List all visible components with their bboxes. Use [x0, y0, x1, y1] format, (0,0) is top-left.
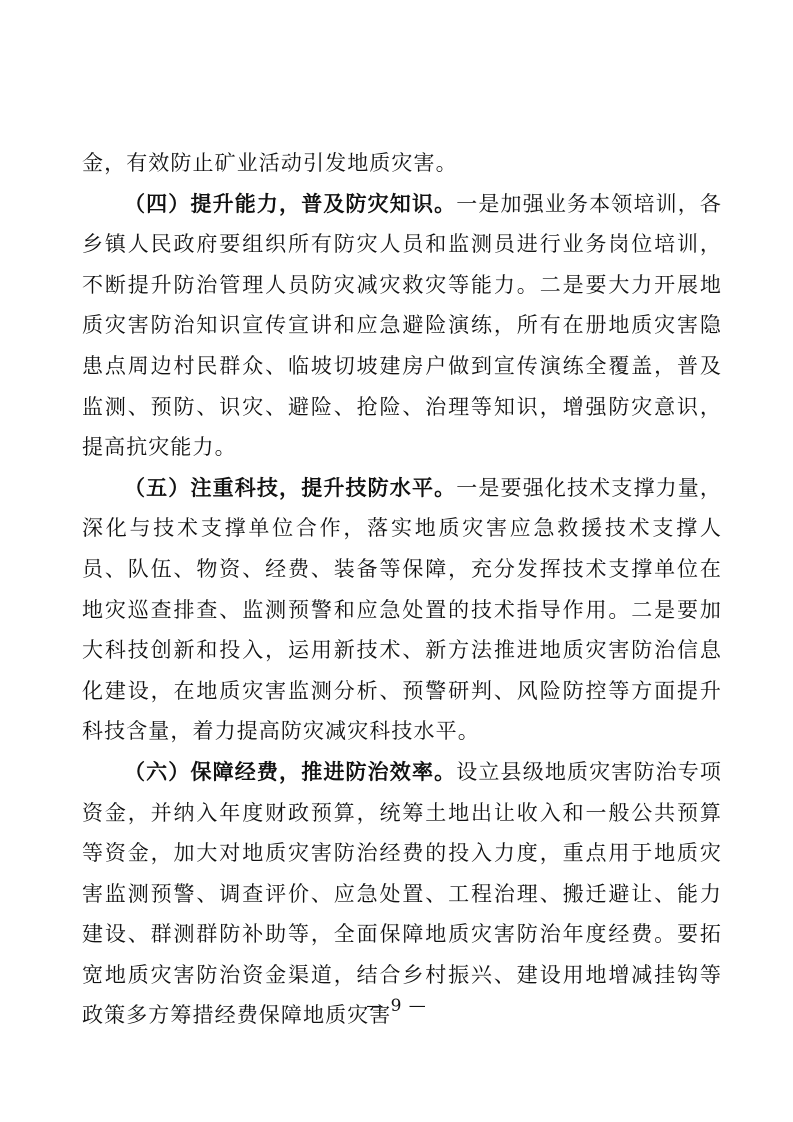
paragraph-continuation — [82, 143, 722, 184]
paragraph-text: 一是加强业务本领培训，各乡镇人民政府要组织所有防灾人员和监测员进行业务岗位培训，不断提升防治管理人员防灾减灾救灾等能力。二是要大力开展地质灾害防治知识宣传宣讲和应急避险演练，所有在册地质灾害隐患点周边村民群众、临坡切坡建房户做到宣传演练全覆盖，普及监测、预防、识灾、避险、抢险、治理等知识，增强防灾意识，提高抗灾能力。 — [82, 191, 722, 460]
section-heading-5: （五）注重科技，提升技防水平。 — [124, 475, 457, 500]
document-body — [82, 143, 722, 1036]
section-heading-6: （六）保障经费，推进防治效率。 — [124, 759, 457, 784]
paragraph-section-6 — [82, 752, 722, 1036]
paragraph-section-5 — [82, 468, 722, 752]
paragraph-section-4 — [82, 184, 722, 468]
paragraph-text: 设立县级地质灾害防治专项资金，并纳入年度财政预算，统筹土地出让收入和一般公共预算等资金，加大对地质灾害防治经费的投入力度，重点用于地质灾害监测预警、调查评价、应急处置、工程治理、搬迁避让、能力建设、群测群防补助等，全面保障地质灾害防治年度经费。要拓宽地质灾害防治资金渠道，结合乡村振兴、建设用地增减挂钩等政策多方筹措经费保障地质灾害 — [82, 759, 722, 1028]
page-number: — 9 — — [366, 996, 427, 1016]
section-heading-4: （四）提升能力，普及防灾知识。 — [124, 191, 457, 216]
paragraph-text: 金，有效防止矿业活动引发地质灾害。 — [82, 151, 458, 175]
paragraph-text: 一是要强化技术支撑力量，深化与技术支撑单位合作，落实地质灾害应急救援技术支撑人员、队伍、物资、经费、装备等保障，充分发挥技术支撑单位在地灾巡查排查、监测预警和应急处置的技术指导作用。二是要加大科技创新和投入，运用新技术、新方法推进地质灾害防治信息化建设，在地质灾害监测分析、预警研判、风险防控等方面提升科技含量，着力提高防灾减灾科技水平。 — [82, 475, 722, 744]
